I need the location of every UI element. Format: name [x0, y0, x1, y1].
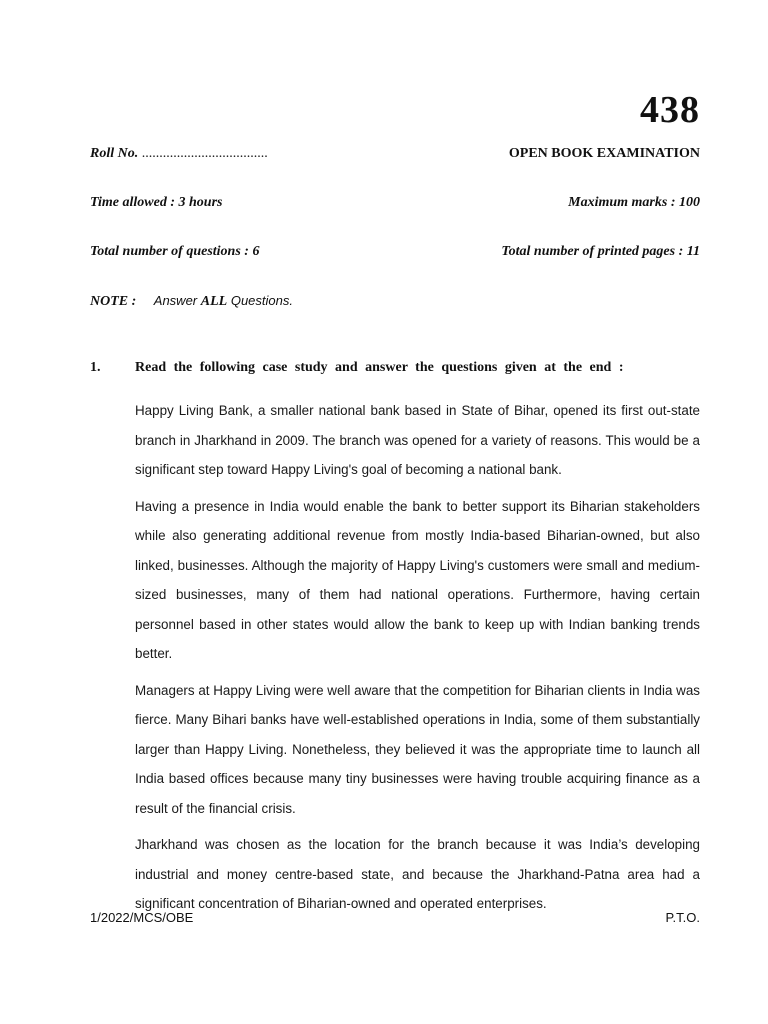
- note-text-after: Questions.: [230, 293, 293, 308]
- exam-type: OPEN BOOK EXAMINATION: [508, 146, 700, 161]
- footer-pto: P.T.O.: [665, 910, 700, 925]
- case-study-body: [135, 396, 700, 926]
- header-row-roll: [90, 146, 700, 162]
- total-pages: Total number of printed pages : 11: [501, 244, 700, 259]
- note-text-bold: ALL: [200, 294, 228, 309]
- paragraph: Having a presence in India would enable the bank to better support its Biharian stakeholders while also generating additional revenue from mostly India-based Biharian-owned, but also linked, businesses. Although the majority of Happy Living's customers were small and medium-sized businesses, many of them had national operations. Furthermore, having certain personnel based in other states would allow the bank to keep up with Indian banking trends better.: [135, 498, 700, 661]
- paragraph: Happy Living Bank, a smaller national bank based in State of Bihar, opened its first out-state branch in Jharkhand in 2009. The branch was opened for a variety of reasons. This would be a significant step toward Happy Living's goal of becoming a national bank.: [135, 403, 700, 477]
- footer-code: 1/2022/MCS/OBE: [90, 910, 194, 925]
- roll-no: [90, 146, 268, 162]
- roll-no-blank: ....................................: [141, 146, 268, 161]
- paragraph: Jharkhand was chosen as the location for the branch because it was India’s developing industrial and money centre-based state, and because the Jharkhand-Patna area had a significant concentration of Biharian-owned and operated enterprises.: [135, 837, 700, 911]
- note-text: [154, 293, 293, 308]
- header-row-time: [90, 195, 700, 211]
- question-heading: Read the following case study and answer the questions given at the end :: [135, 360, 624, 375]
- question-number: 1.: [90, 360, 101, 375]
- header-row-counts: [90, 244, 700, 260]
- note-text-before: Answer: [153, 293, 198, 308]
- note: [90, 293, 293, 310]
- time-allowed: Time allowed : 3 hours: [90, 195, 223, 210]
- paper-code: 438: [640, 89, 700, 131]
- page-footer: [90, 910, 700, 925]
- max-marks: Maximum marks : 100: [568, 195, 700, 210]
- roll-no-label: Roll No.: [90, 146, 139, 161]
- total-questions: Total number of questions : 6: [90, 244, 260, 259]
- note-label: NOTE :: [90, 294, 137, 309]
- paragraph: Managers at Happy Living were well aware that the competition for Biharian clients in India was fierce. Many Bihari banks have well-established operations in India, some of them substantially larger than Happy Living. Nonetheless, they believed it was the appropriate time to launch all India based offices because many tiny businesses were having trouble acquiring finance as a result of the financial crisis.: [135, 682, 700, 816]
